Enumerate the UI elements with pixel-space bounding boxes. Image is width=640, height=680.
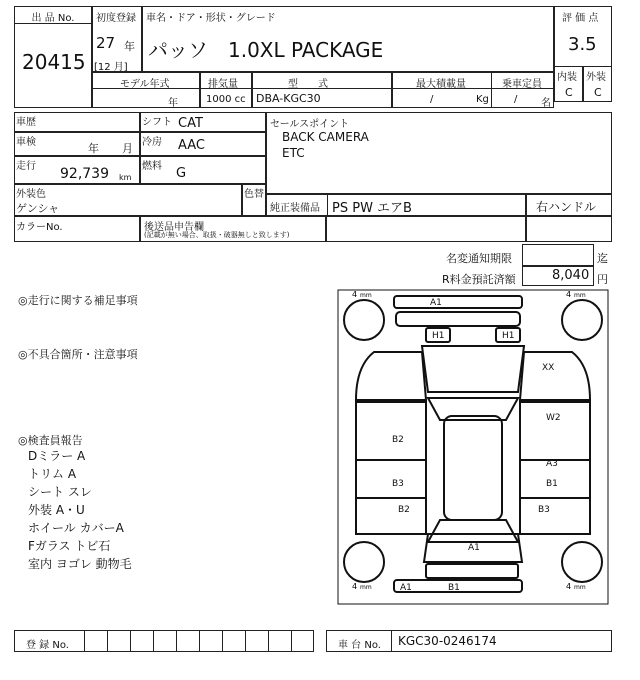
recycle-value: 8,040 (552, 268, 590, 283)
inspector-line-1: Dミラー A (28, 449, 86, 463)
mark-hood-left: H1 (432, 331, 445, 341)
front-left-fender (356, 352, 426, 400)
inspection-year: 年 (88, 142, 99, 155)
name-change-label: 名変通知期限 (446, 252, 512, 265)
displacement-label: 排気量 (208, 79, 238, 90)
left-quarter (356, 498, 426, 534)
registration-year: 27 (96, 34, 116, 52)
rear-tail-bar (426, 564, 518, 578)
exterior-label: 外装 (586, 72, 606, 83)
interior-label: 内装 (557, 72, 577, 83)
tire-unit-front-right: mm (574, 292, 586, 299)
first-registration-label: 初度登録 (96, 13, 136, 24)
front-bumper (394, 296, 522, 308)
capacity-slash: / (514, 94, 518, 105)
inspector-report-title: ◎検査員報告 (18, 434, 83, 447)
ext-color-value: ゲンシャ (16, 202, 60, 215)
tire-front-left (344, 300, 384, 340)
ext-color-label: 外装色 (16, 189, 46, 200)
right-front-door (520, 402, 590, 460)
steering-empty-cell (526, 216, 612, 242)
mark-left-front-door: B2 (392, 435, 404, 445)
inspector-line-6: Fガラス トビ石 (28, 539, 111, 553)
mark-front-bumper: A1 (430, 298, 442, 308)
tire-rear-left (344, 542, 384, 582)
fuel-label: 燃料 (142, 161, 162, 172)
diagram-frame (338, 290, 608, 604)
ac-label: 冷房 (142, 137, 162, 148)
model-year-unit: 年 (168, 98, 178, 109)
mileage-value: 92,739 (60, 166, 109, 182)
shift-value: CAT (178, 116, 203, 131)
tire-unit-rear-right: mm (574, 584, 586, 591)
mark-left-quarter: B2 (398, 505, 410, 515)
mark-hood-right: H1 (502, 331, 515, 341)
rating-label: 評 価 点 (562, 13, 599, 24)
tire-label-front-left: 4 (352, 290, 358, 299)
tire-label-rear-right: 4 (566, 582, 572, 591)
lot-number: 20415 (22, 50, 86, 74)
history-label: 車歴 (16, 117, 36, 128)
max-load-unit: Kg (476, 94, 489, 105)
tire-label-front-right: 4 (566, 290, 572, 299)
hood (422, 346, 524, 392)
type-label: 型 式 (288, 79, 328, 90)
aftermarket-label: 後送品申告欄 (144, 222, 204, 233)
name-change-box (522, 244, 594, 266)
max-load-label: 最大積載量 (416, 79, 466, 90)
equipment-empty-cell (326, 216, 526, 242)
mark-left-rear-door: B3 (392, 479, 404, 489)
sales-point-line-2: ETC (282, 146, 305, 160)
left-front-door (356, 402, 426, 460)
left-rear-door (356, 460, 426, 498)
inspector-line-3: シート スレ (28, 485, 92, 499)
mark-rear-bumper-left: A1 (400, 583, 412, 593)
steering-value: 右ハンドル (536, 200, 597, 214)
mark-right-rear-door: B1 (546, 479, 558, 489)
car-name: パッソ 1.0XL PACKAGE (148, 38, 384, 62)
inspection-month: 月 (122, 142, 133, 155)
name-change-unit: 迄 (597, 252, 608, 265)
inspector-line-5: ホイール カバーA (28, 521, 124, 535)
registration-year-unit: 年 (124, 40, 135, 53)
recycle-unit: 円 (597, 273, 608, 286)
lot-number-label: 出 品 No. (31, 13, 75, 24)
mark-front-right-fender: XX (542, 363, 555, 373)
ac-value: AAC (178, 138, 205, 153)
rating-score: 3.5 (568, 34, 597, 55)
front-right-fender (520, 352, 590, 400)
inspector-line-7: 室内 ヨゴレ 動物毛 (28, 557, 132, 571)
sales-point-line-1: BACK CAMERA (282, 130, 369, 144)
mark-right-front-door: W2 (546, 413, 561, 423)
equipment-label: 純正装備品 (270, 203, 320, 214)
car-name-label: 車名・ドア・形状・グレード (146, 13, 276, 24)
chassis-no-label: 車 台 No. (338, 640, 381, 651)
color-change-label: 色替 (244, 189, 264, 200)
mileage-unit: km (119, 173, 132, 182)
aftermarket-note: (記載が無い場合、取扱・破器無しと致します) (144, 231, 290, 239)
exterior-grade: C (594, 86, 602, 99)
registration-month: [12 月] (94, 62, 128, 73)
recycle-label: R料金預託済額 (442, 273, 516, 286)
tire-rear-right (562, 542, 602, 582)
car-damage-diagram (334, 288, 612, 606)
sales-point-label: セールスポイント (270, 119, 350, 130)
tire-unit-rear-left: mm (360, 584, 372, 591)
tire-front-right (562, 300, 602, 340)
right-quarter (520, 498, 590, 534)
fuel-value: G (176, 166, 187, 181)
model-year-label: モデル年式 (120, 79, 170, 90)
defect-remarks-title: ◎不具合箇所・注意事項 (18, 348, 138, 361)
max-load-slash: / (430, 94, 434, 105)
chassis-no-value: KGC30-0246174 (398, 634, 497, 648)
equipment-value: PS PW エアB (332, 201, 412, 216)
capacity-label: 乗車定員 (502, 79, 542, 90)
mark-right-rear-door-top: A3 (546, 459, 558, 469)
mark-rear-gate: A1 (468, 543, 480, 553)
tire-label-rear-left: 4 (352, 582, 358, 591)
rear-window (428, 520, 518, 542)
interior-grade: C (565, 86, 573, 99)
inspector-line-4: 外装 A・U (28, 503, 85, 517)
tire-unit-front-left: mm (360, 292, 372, 299)
inspector-line-2: トリム A (28, 467, 77, 481)
mark-rear-bumper-mid: B1 (448, 583, 460, 593)
mark-right-quarter: B3 (538, 505, 550, 515)
registration-no-label: 登 録 No. (26, 640, 69, 651)
inspection-label: 車検 (16, 137, 36, 148)
shift-label: シフト (142, 117, 172, 128)
registration-no-dividers (84, 630, 314, 652)
type-value: DBA-KGC30 (256, 92, 321, 105)
front-bumper-lower (396, 312, 520, 326)
color-no-label: カラーNo. (16, 222, 63, 233)
capacity-unit: 名 (541, 98, 551, 109)
driving-remarks-title: ◎走行に関する補足事項 (18, 294, 138, 307)
displacement-value: 1000 cc (206, 94, 246, 105)
mileage-label: 走行 (16, 161, 36, 172)
roof (444, 416, 502, 520)
